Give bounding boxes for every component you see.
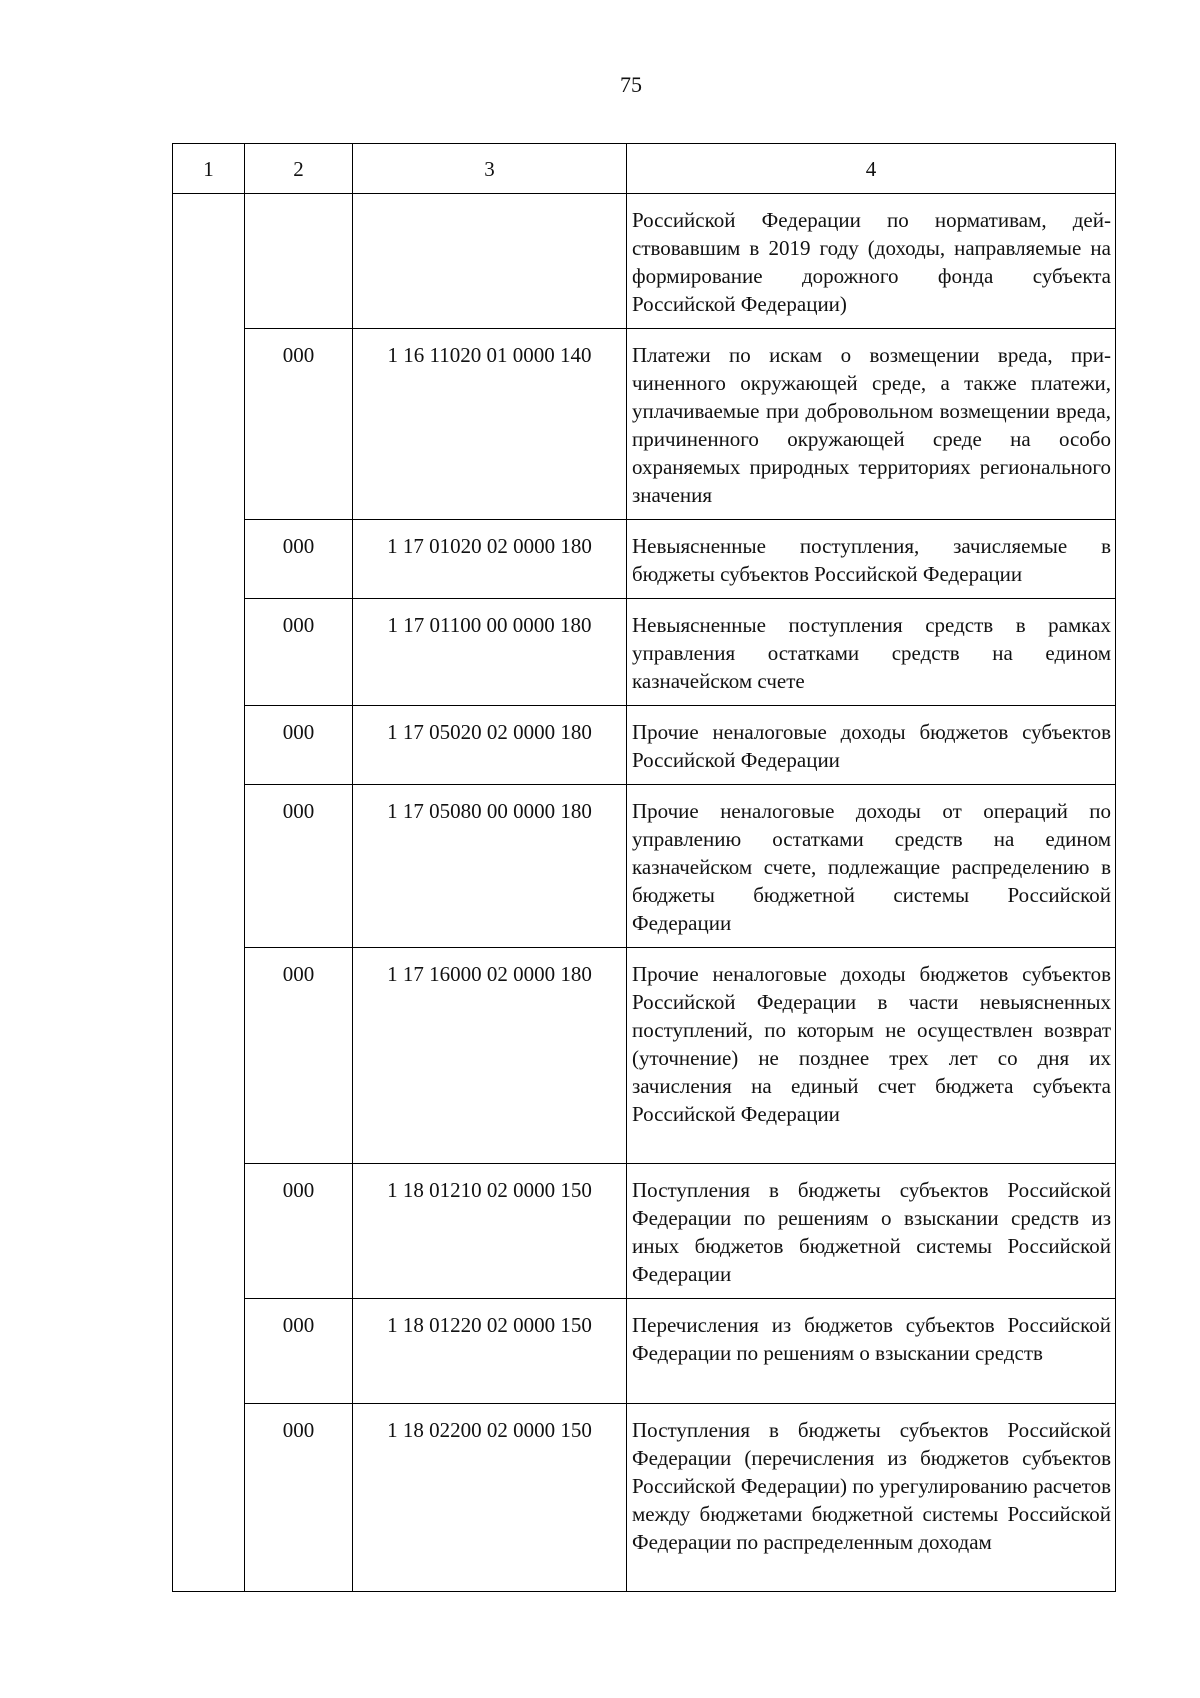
table-row [173, 1164, 1116, 1299]
admin-code-cell: 000 [245, 520, 353, 599]
description-cell: Поступления в бюджеты субъектов Российской Федерации (перечисления из бюджетов субъектов Российской Федерации) по урегулированию расчетов между бюджетами бюджетной системы Российской Федерации по распределенным доходам [627, 1404, 1116, 1592]
kbk-code-cell [353, 194, 627, 329]
column-header-2: 2 [245, 144, 353, 194]
kbk-code-cell: 1 18 02200 02 0000 150 [353, 1404, 627, 1592]
revenue-codes-table [172, 143, 1116, 1592]
kbk-code-cell: 1 17 05020 02 0000 180 [353, 706, 627, 785]
kbk-code-cell: 1 17 01100 00 0000 180 [353, 599, 627, 706]
group-cell [173, 194, 245, 1592]
kbk-code-cell: 1 17 16000 02 0000 180 [353, 948, 627, 1164]
admin-code-cell: 000 [245, 706, 353, 785]
admin-code-cell: 000 [245, 1404, 353, 1592]
kbk-code-cell: 1 17 01020 02 0000 180 [353, 520, 627, 599]
description-cell: Прочие неналоговые доходы бюджетов субъектов Российской Федерации [627, 706, 1116, 785]
table-row [173, 1404, 1116, 1592]
column-header-3: 3 [353, 144, 627, 194]
admin-code-cell: 000 [245, 1164, 353, 1299]
page-number: 75 [620, 72, 642, 97]
table-row [173, 1299, 1116, 1404]
admin-code-cell [245, 194, 353, 329]
table-row [173, 194, 1116, 329]
column-header-4: 4 [627, 144, 1116, 194]
table-row [173, 599, 1116, 706]
table-row [173, 520, 1116, 599]
kbk-code-cell: 1 18 01220 02 0000 150 [353, 1299, 627, 1404]
admin-code-cell: 000 [245, 1299, 353, 1404]
table-row [173, 948, 1116, 1164]
kbk-code-cell: 1 18 01210 02 0000 150 [353, 1164, 627, 1299]
column-header-1: 1 [173, 144, 245, 194]
admin-code-cell: 000 [245, 599, 353, 706]
description-cell: Поступления в бюджеты субъектов Российской Федерации по решениям о взыскании средств из иных бюджетов бюджетной системы Российской Федерации [627, 1164, 1116, 1299]
description-cell: Невыясненные поступления, зачисляемые в бюджеты субъектов Российской Федерации [627, 520, 1116, 599]
description-cell: Прочие неналоговые доходы бюджетов субъектов Российской Федерации в части невыясненных поступлений, по которым не осуществлен возврат (уточнение) не позднее трех лет со дня их зачисления на единый счет бюджета субъекта Российской Федерации [627, 948, 1116, 1164]
table-header-row [173, 144, 1116, 194]
admin-code-cell: 000 [245, 329, 353, 520]
table-row [173, 785, 1116, 948]
admin-code-cell: 000 [245, 785, 353, 948]
table-row [173, 706, 1116, 785]
description-cell: Прочие неналоговые доходы от операций по управлению остатками средств на едином казначейском счете, подлежащие распределению в бюджеты бюджетной системы Российской Федерации [627, 785, 1116, 948]
table-row [173, 329, 1116, 520]
kbk-code-cell: 1 17 05080 00 0000 180 [353, 785, 627, 948]
admin-code-cell: 000 [245, 948, 353, 1164]
description-cell: Невыясненные поступления средств в рамках управления остатками средств на едином казначейском счете [627, 599, 1116, 706]
kbk-code-cell: 1 16 11020 01 0000 140 [353, 329, 627, 520]
description-cell: Платежи по искам о возмещении вреда, причиненного окружающей среде, а также платежи, уплачиваемые при добровольном возмещении вреда, причиненного окружающей среде на особо охраняемых природных территориях регионального значения [627, 329, 1116, 520]
description-cell: Российской Федерации по нормативам, действовавшим в 2019 году (доходы, направляемые на формирование дорожного фонда субъекта Российской Федерации) [627, 194, 1116, 329]
description-cell: Перечисления из бюджетов субъектов Российской Федерации по решениям о взыскании средств [627, 1299, 1116, 1404]
